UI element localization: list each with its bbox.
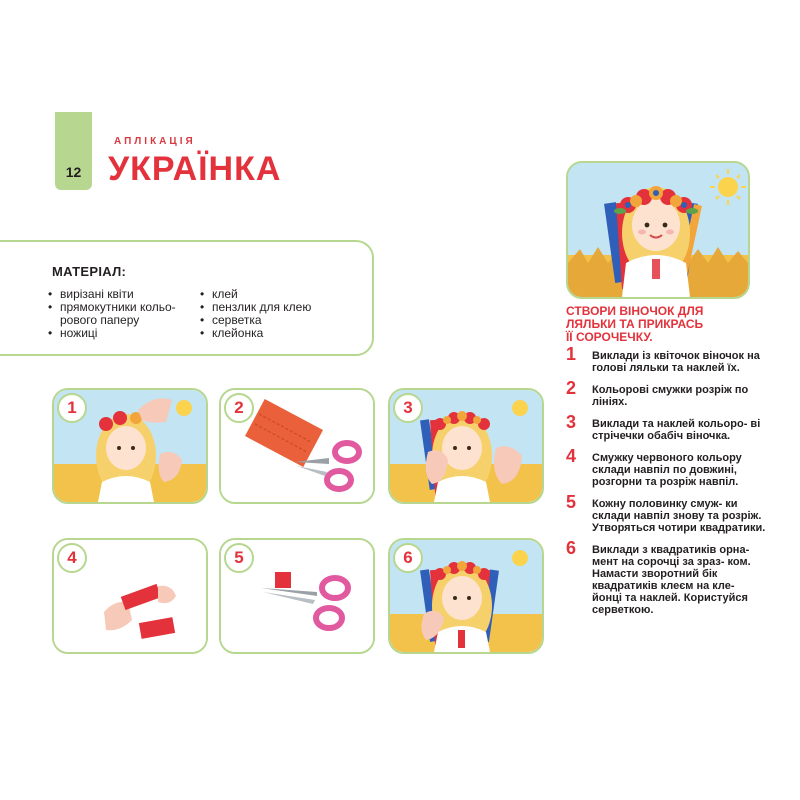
step-number: 1 (57, 393, 87, 423)
section-overline: АПЛІКАЦІЯ (114, 136, 196, 147)
step-number: 5 (224, 543, 254, 573)
material-item: • вирізані квіти (48, 288, 188, 301)
material-item: • клей (200, 288, 340, 301)
instruction-item (566, 538, 766, 616)
instructions-heading-line: СТВОРИ ВІНОЧОК ДЛЯ (566, 304, 704, 318)
page-number: 12 (65, 164, 82, 180)
instructions-list (566, 344, 766, 626)
instruction-item (566, 492, 766, 534)
instruction-text: Кольорові смужки розріж по лініях. (592, 384, 749, 408)
instruction-text: Смужку червоного кольору склади навпіл по довжині, розгорни та розріж навпіл. (592, 452, 742, 488)
step-2-panel (219, 388, 375, 504)
step-5-panel (219, 538, 375, 654)
step-number: 2 (224, 393, 254, 423)
instruction-item (566, 344, 766, 374)
doll-with-wreath-image (568, 163, 748, 297)
instruction-text: Виклади та наклей кольоро- ві стрічечки обабіч віночка. (592, 418, 761, 442)
instruction-item (566, 412, 766, 442)
material-item-continued: рового паперу (60, 313, 140, 327)
step-number: 6 (393, 543, 423, 573)
materials-list-right (200, 288, 340, 340)
instruction-item (566, 446, 766, 488)
instruction-text: Кожну половинку смуж- ки склади навпіл знову та розріж. Утворяться чотири квадратики. (592, 498, 766, 534)
instructions-heading-line: ЇЇ СОРОЧЕЧКУ. (566, 330, 653, 344)
instruction-number: 6 (566, 538, 577, 558)
page-number-tab (55, 112, 92, 190)
instruction-number: 1 (566, 344, 577, 364)
materials-box (0, 240, 374, 356)
step-number: 3 (393, 393, 423, 423)
step-1-panel (52, 388, 208, 504)
step-4-panel (52, 538, 208, 654)
instruction-number: 2 (566, 378, 577, 398)
instruction-text: Виклади з квадратиків орна- мент на сорочці за зраз- ком. Намасти зворотний бік квадратиків клеєм на кле- йонці та наклей. Користуйся серветкою. (592, 544, 751, 616)
material-item: • клейонка (200, 327, 340, 340)
instruction-text: Виклади із квіточок віночок на голові ляльки та наклей їх. (592, 350, 760, 374)
materials-heading: МАТЕРІАЛ: (52, 264, 127, 279)
materials-list-left (48, 288, 188, 340)
instruction-item (566, 378, 766, 408)
material-item: • ножиці (48, 327, 188, 340)
step-3-panel (388, 388, 544, 504)
page-title: УКРАЇНКА (108, 150, 282, 188)
instructions-heading (566, 305, 756, 344)
instruction-number: 3 (566, 412, 577, 432)
doll-hero-illustration (566, 161, 750, 299)
instruction-number: 5 (566, 492, 577, 512)
instructions-heading-line: ЛЯЛЬКИ ТА ПРИКРАСЬ (566, 317, 704, 331)
instruction-number: 4 (566, 446, 577, 466)
material-item: • прямокутники кольо- (48, 301, 188, 314)
step-6-panel (388, 538, 544, 654)
step-number: 4 (57, 543, 87, 573)
material-item: • серветка (200, 314, 340, 327)
material-item: • пензлик для клею (200, 301, 340, 314)
